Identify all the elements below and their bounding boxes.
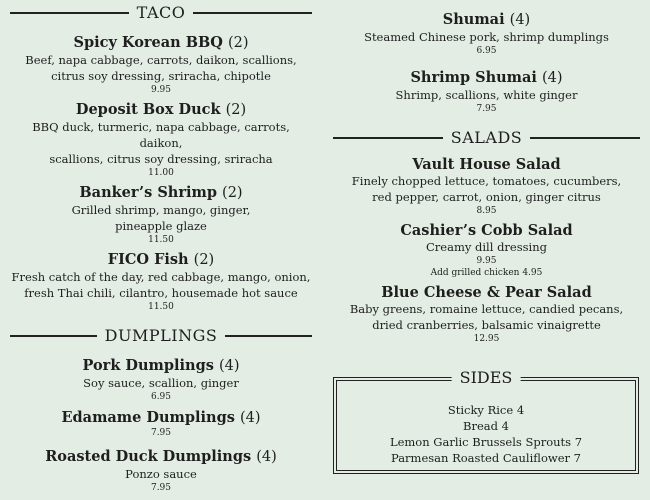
menu-item bbox=[333, 284, 640, 345]
item-description: fresh Thai chili, cilantro, housemade hot sauce bbox=[24, 286, 298, 300]
item-name: Shumai bbox=[442, 11, 505, 28]
sides-box bbox=[333, 368, 639, 474]
right-column bbox=[333, 0, 640, 345]
section-title: DUMPLINGS bbox=[104, 326, 218, 345]
item-count: (4) bbox=[256, 449, 277, 465]
left-column bbox=[10, 0, 312, 494]
item-description: Beef, napa cabbage, carrots, daikon, scallions, bbox=[25, 53, 297, 67]
menu-item bbox=[10, 409, 312, 439]
item-description: Ponzo sauce bbox=[125, 467, 197, 481]
item-description: Baby greens, romaine lettuce, candied pecans, bbox=[349, 302, 624, 316]
menu-item bbox=[333, 11, 640, 57]
menu-item bbox=[10, 101, 312, 179]
item-name: Cashier’s Cobb Salad bbox=[400, 222, 573, 239]
item-description: red pepper, carrot, onion, ginger citrus bbox=[372, 190, 601, 204]
item-name: Vault House Salad bbox=[412, 156, 561, 173]
side-item: Sticky Rice 4 bbox=[447, 403, 525, 417]
item-count: (2) bbox=[227, 35, 249, 51]
item-price: 7.95 bbox=[150, 428, 172, 438]
item-price: 7.95 bbox=[150, 483, 172, 493]
taco-heading bbox=[10, 4, 312, 22]
item-name: Pork Dumplings bbox=[82, 357, 214, 374]
item-price: 6.95 bbox=[476, 46, 497, 56]
item-price: 11.50 bbox=[148, 302, 174, 312]
item-price: 12.95 bbox=[473, 334, 500, 344]
item-description: Finely chopped lettuce, tomatoes, cucumbers, bbox=[351, 174, 622, 188]
item-name: Banker’s Shrimp bbox=[79, 184, 217, 201]
menu-item bbox=[333, 69, 640, 115]
item-description: BBQ duck, turmeric, napa cabbage, carrots, daikon, bbox=[32, 120, 290, 150]
side-item: Parmesan Roasted Cauliflower 7 bbox=[390, 451, 582, 465]
item-description: Creamy dill dressing bbox=[426, 240, 547, 254]
item-count: (2) bbox=[225, 102, 247, 118]
dumplings-heading bbox=[10, 327, 312, 345]
item-price: 6.95 bbox=[150, 392, 172, 402]
menu-item bbox=[333, 156, 640, 217]
item-price: 7.95 bbox=[476, 104, 497, 114]
item-count: (4) bbox=[509, 12, 531, 28]
item-description: Shrimp, scallions, white ginger bbox=[395, 88, 578, 102]
item-description: citrus soy dressing, sriracha, chipotle bbox=[51, 69, 271, 83]
item-price: 8.95 bbox=[476, 206, 497, 216]
item-name: Spicy Korean BBQ bbox=[73, 34, 223, 51]
item-description: Fresh catch of the day, red cabbage, mango, onion, bbox=[11, 270, 311, 284]
heading-rule bbox=[10, 335, 97, 337]
item-name: Blue Cheese & Pear Salad bbox=[381, 284, 592, 301]
salads-heading bbox=[333, 129, 640, 147]
item-count: (4) bbox=[542, 70, 563, 86]
item-add-on: Add grilled chicken 4.95 bbox=[430, 268, 543, 278]
menu-item bbox=[10, 34, 312, 96]
item-count: (2) bbox=[193, 252, 215, 268]
item-description: scallions, citrus soy dressing, sriracha bbox=[49, 152, 273, 166]
item-price: 11.50 bbox=[148, 235, 174, 245]
sides-list bbox=[334, 402, 638, 466]
heading-rule bbox=[225, 335, 312, 337]
section-title: SIDES bbox=[452, 369, 521, 387]
side-item: Bread 4 bbox=[463, 419, 509, 433]
item-name: Shrimp Shumai bbox=[410, 69, 537, 86]
heading-rule bbox=[333, 137, 443, 139]
menu-item bbox=[10, 184, 312, 246]
item-description: dried cranberries, balsamic vinaigrette bbox=[372, 318, 601, 332]
menu-item bbox=[333, 222, 640, 279]
item-description: Grilled shrimp, mango, ginger, bbox=[71, 203, 251, 217]
item-count: (2) bbox=[222, 185, 243, 201]
section-title: TACO bbox=[136, 3, 186, 22]
item-name: Deposit Box Duck bbox=[75, 101, 221, 118]
item-description: pineapple glaze bbox=[115, 219, 207, 233]
heading-rule bbox=[193, 12, 312, 14]
item-price: 11.00 bbox=[148, 168, 174, 178]
side-item: Lemon Garlic Brussels Sprouts 7 bbox=[389, 435, 583, 449]
heading-rule bbox=[530, 137, 640, 139]
item-count: (4) bbox=[239, 410, 261, 426]
item-name: Edamame Dumplings bbox=[61, 409, 235, 426]
menu-item bbox=[10, 251, 312, 313]
menu-item bbox=[10, 448, 312, 494]
item-count: (4) bbox=[218, 358, 240, 374]
heading-rule bbox=[10, 12, 129, 14]
item-price: 9.95 bbox=[150, 85, 172, 95]
section-title: SALADS bbox=[450, 128, 523, 147]
menu-item bbox=[10, 357, 312, 403]
item-description: Soy sauce, scallion, ginger bbox=[83, 376, 239, 390]
item-description: Steamed Chinese pork, shrimp dumplings bbox=[364, 30, 609, 44]
item-price: 9.95 bbox=[476, 256, 497, 266]
item-name: FICO Fish bbox=[107, 251, 189, 268]
item-name: Roasted Duck Dumplings bbox=[45, 448, 252, 465]
